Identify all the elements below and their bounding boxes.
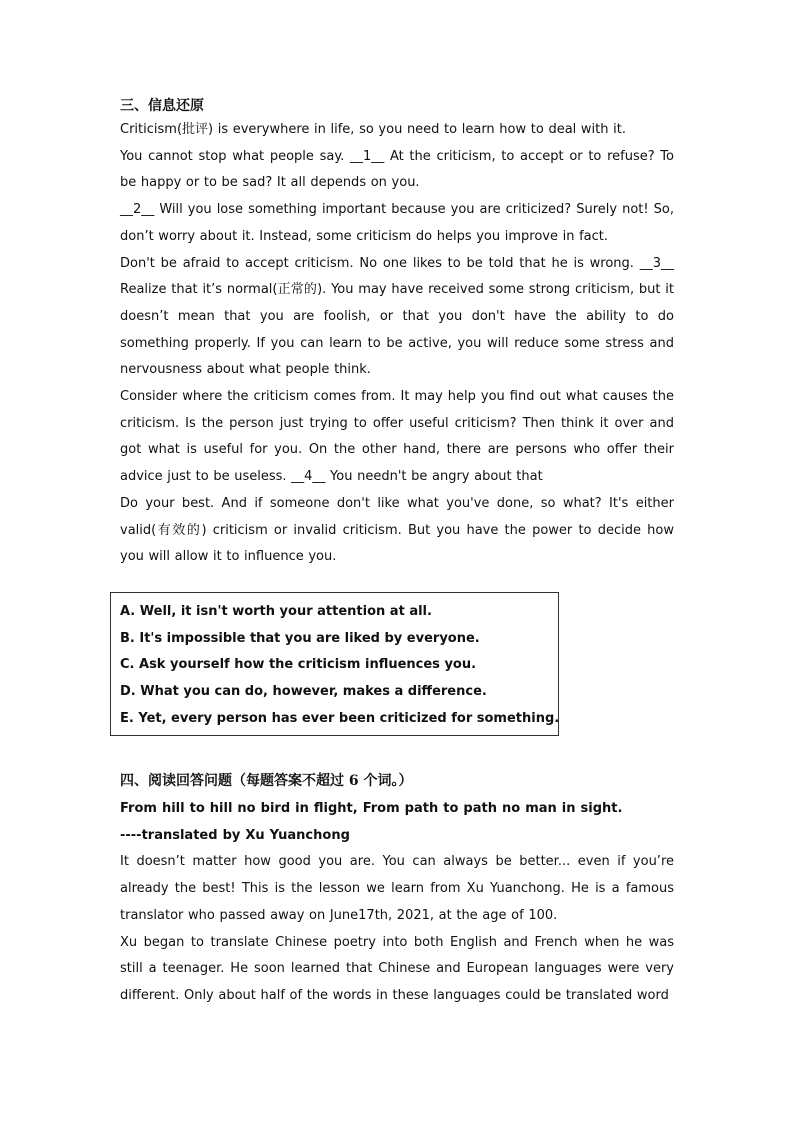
section-4 <box>120 770 674 1010</box>
section-4-heading: 四、阅读回答问题（每题答案不超过 6 个词。） <box>120 773 413 789</box>
paragraph: Xu began to translate Chinese poetry into both English and French when he was still a teenager. He soon learned that Chinese and European languages were very different. Only about half of the words in these languages could be translated word <box>120 934 674 1003</box>
section-3-heading: 三、信息还原 <box>120 98 204 114</box>
paragraph: It doesn’t matter how good you are. You can always be better... even if you’re already the best! This is the lesson we learn from Xu Yuanchong. He is a famous translator who passed away on June17th, 2021, at the age of 100. <box>120 854 674 923</box>
option-e: E. Yet, every person has ever been criticized for something. <box>120 710 560 726</box>
paragraph: Consider where the criticism comes from. It may help you find out what causes the criticism. Is the person just trying to offer useful criticism? Then think it over and got what is useful for you. On the other hand, there are persons who offer their advice just to be useless. __4__ You needn't be angry about that <box>120 389 674 485</box>
section-3 <box>120 95 674 571</box>
option-b: B. It's impossible that you are liked by everyone. <box>120 630 480 646</box>
poem-line: From hill to hill no bird in flight, From path to path no man in sight. <box>120 801 623 816</box>
option-d: D. What you can do, however, makes a difference. <box>120 684 487 700</box>
option-c: C. Ask yourself how the criticism influences you. <box>120 657 477 673</box>
paragraph: Don't be afraid to accept criticism. No one likes to be told that he is wrong. __3__ Realize that it’s normal(正常的). You may have received some strong criticism, but it doesn’t mean that you are foolish, or that you don't have the ability to do something properly. If you can learn to be active, you will reduce some stress and nervousness about what people think. <box>120 255 674 378</box>
translator-credit: ----translated by Xu Yuanchong <box>120 827 350 843</box>
paragraph: Do your best. And if someone don't like what you've done, so what? It's either valid(有效的) criticism or invalid criticism. But you have the power to decide how you will allow it to influence you. <box>120 495 674 565</box>
paragraph: __2__ Will you lose something important because you are criticized? Surely not! So, don’t worry about it. Instead, some criticism do helps you improve in fact. <box>120 202 674 244</box>
options-box <box>110 592 559 736</box>
option-a: A. Well, it isn't worth your attention at all. <box>120 604 432 619</box>
paragraph: You cannot stop what people say. __1__ At the criticism, to accept or to refuse? To be happy or to be sad? It all depends on you. <box>120 148 674 191</box>
paragraph: Criticism(批评) is everywhere in life, so you need to learn how to deal with it. <box>120 122 626 137</box>
